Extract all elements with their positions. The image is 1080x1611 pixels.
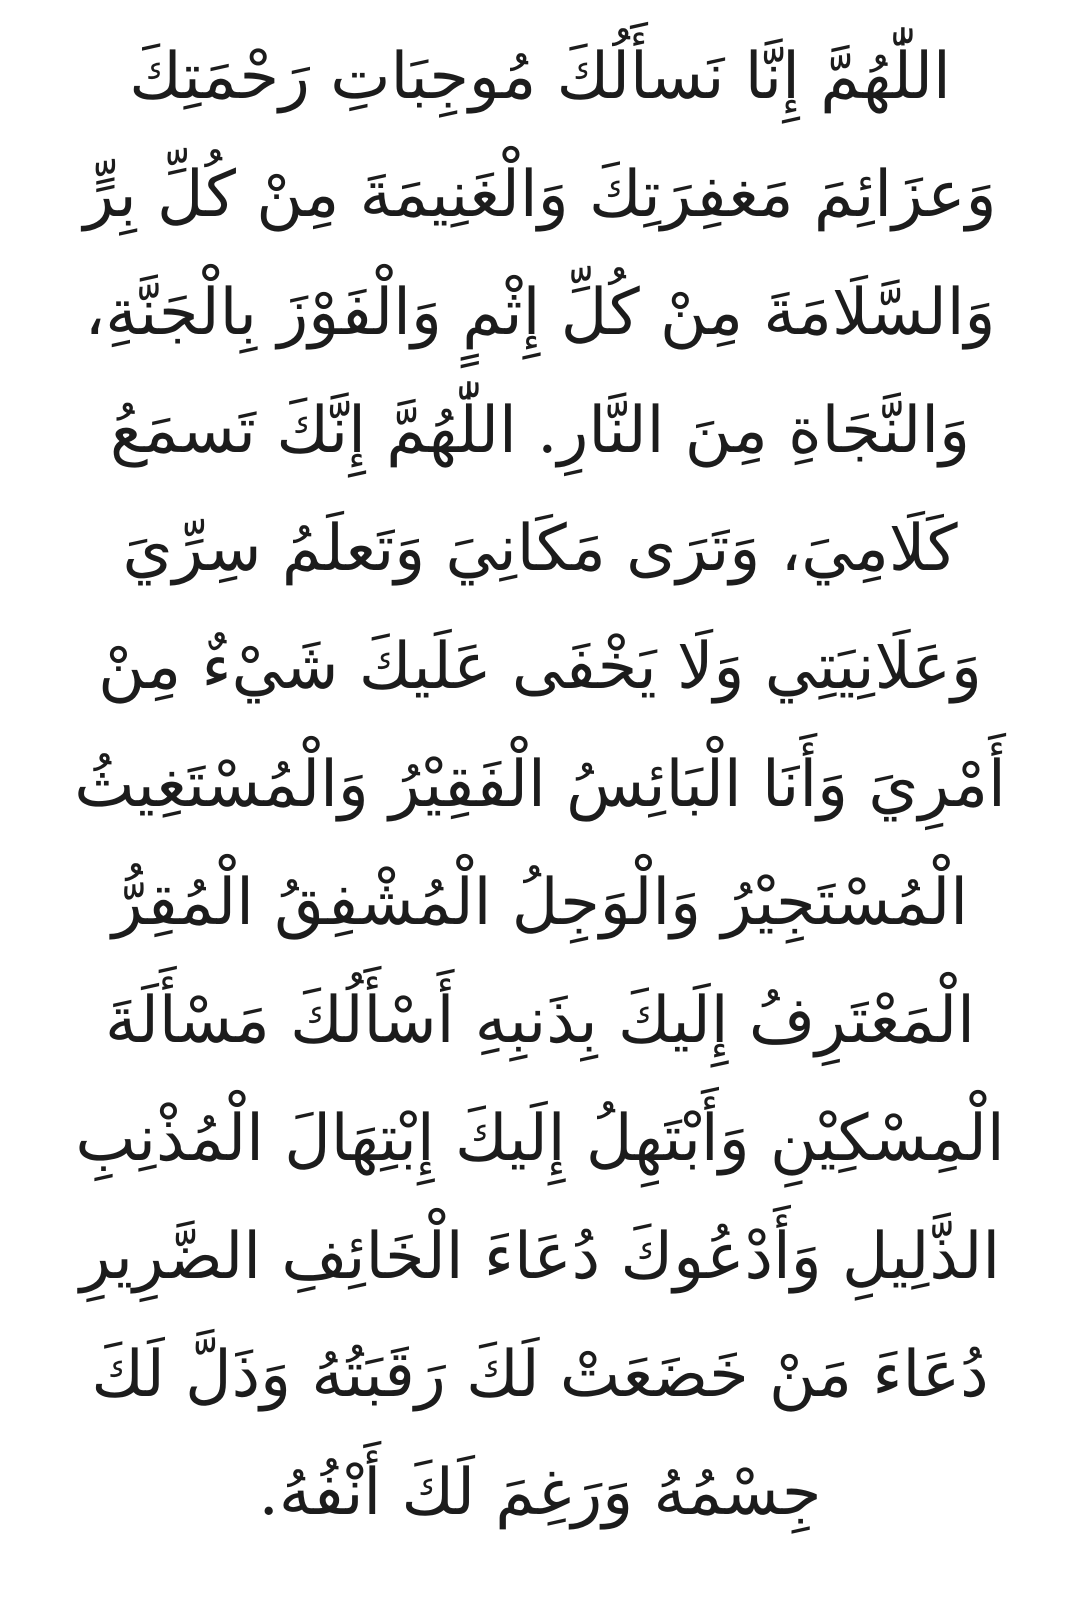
text-line-9: الْمَعْتَرِفُ إِلَيكَ بِذَنبِهِ أَسْأَلُكَ مَسْأَلَةَ: [105, 984, 975, 1058]
text-line-5: كَلَامِيَ، وَتَرَى مَكَانِيَ وَتَعلَمُ سِرِّيَ: [122, 512, 958, 586]
text-line-12: دُعَاءَ مَنْ خَضَعَتْ لَكَ رَقَبَتُهُ وَذَلَّ لَكَ: [91, 1338, 989, 1412]
text-line-7: أَمْرِيَ وَأَنَا الْبَائِسُ الْفَقِيْرُ وَالْمُسْتَغِيثُ: [74, 748, 1006, 822]
text-line-4: وَالنَّجَاةِ مِنَ النَّارِ. اللّٰهُمَّ إِنَّكَ تَسمَعُ: [110, 394, 970, 468]
text-line-8: الْمُسْتَجِيْرُ وَالْوَجِلُ الْمُشْفِقُ الْمُقِرُّ: [111, 866, 969, 940]
text-line-2: وَعزَائِمَ مَغفِرَتِكَ وَالْغَنِيمَةَ مِنْ كُلِّ بِرٍّ: [83, 158, 997, 232]
text-line-10: الْمِسْكِيْنِ وَأَبْتَهِلُ إِلَيكَ إِبْتِهَالَ الْمُذْنِبِ: [75, 1102, 1005, 1176]
text-line-1: اللّٰهُمَّ إِنَّا نَسأَلُكَ مُوجِبَاتِ رَحْمَتِكَ: [129, 40, 951, 114]
text-line-11: الذَّلِيلِ وَأَدْعُوكَ دُعَاءَ الْخَائِفِ الضَّرِيرِ: [79, 1220, 1001, 1294]
text-line-13: جِسْمُهُ وَرَغِمَ لَكَ أَنْفُهُ.: [258, 1456, 822, 1530]
text-line-3: وَالسَّلَامَةَ مِنْ كُلِّ إِثْمٍ وَالْفَوْزَ بِالْجَنَّةِ،: [84, 276, 996, 350]
text-line-6: وَعَلَانِيَتِي وَلَا يَخْفَى عَلَيكَ شَيْءٌ مِنْ: [98, 630, 982, 704]
prayer-text-block: [40, 18, 1040, 1552]
